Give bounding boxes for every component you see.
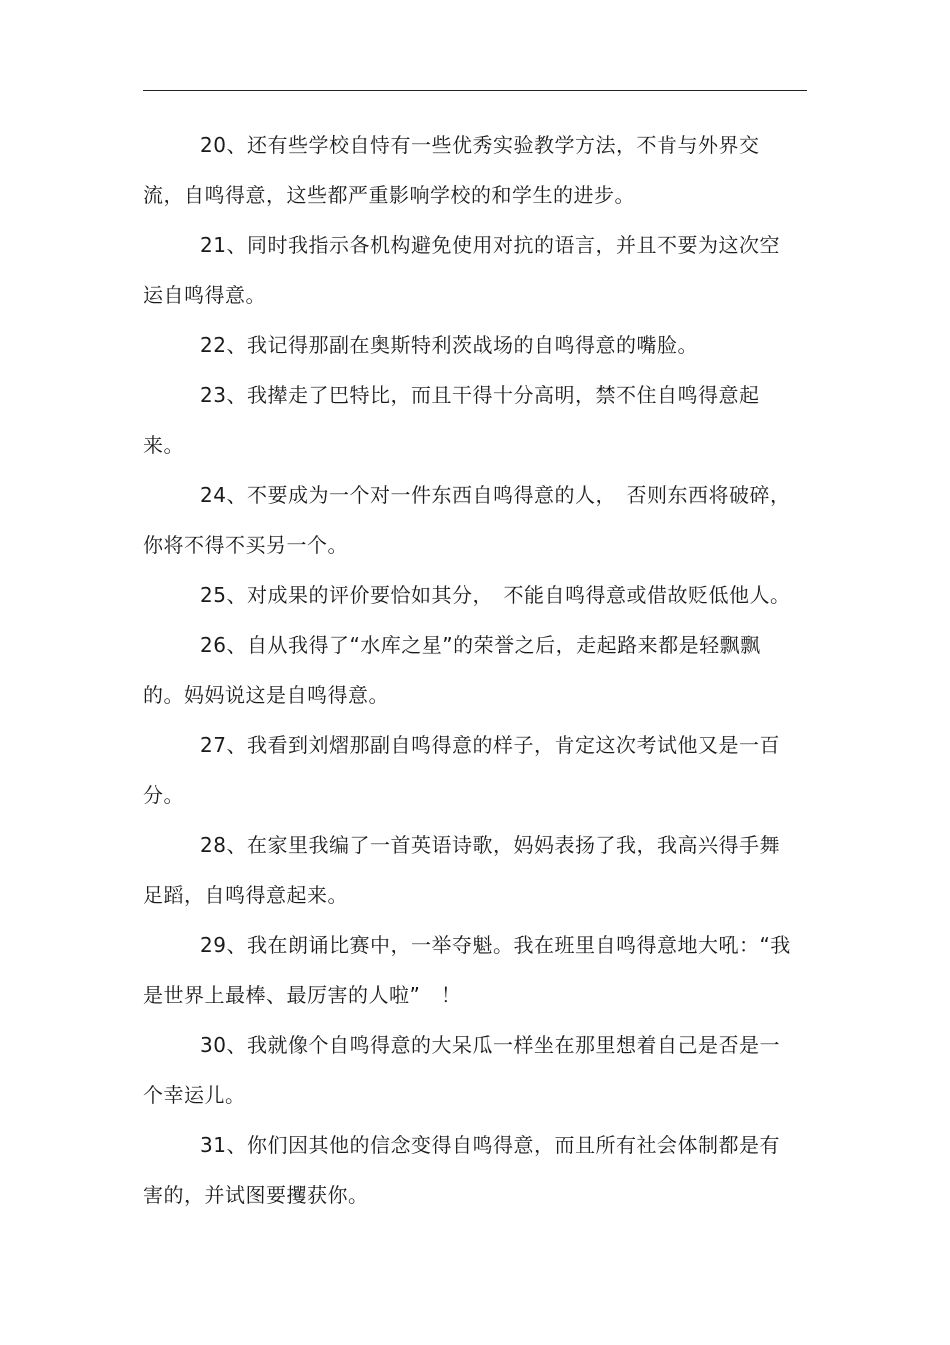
paragraph-29: 29、我在朗诵比赛中，一举夺魁。我在班里自鸣得意地大吼：“我是世界上最棒、最厉害的人啦” ！ [143,933,791,1007]
paragraph-28: 28、在家里我编了一首英语诗歌，妈妈表扬了我，我高兴得手舞足蹈，自鸣得意起来。 [143,833,780,907]
paragraph-30: 30、我就像个自鸣得意的大呆瓜一样坐在那里想着自己是否是一个幸运儿。 [143,1033,780,1107]
document-body [143,120,793,1220]
paragraph-27: 27、我看到刘熠那副自鸣得意的样子，肯定这次考试他又是一百分。 [143,733,780,807]
paragraph-22: 22、我记得那副在奥斯特利茨战场的自鸣得意的嘴脸。 [200,333,698,357]
paragraph-21: 21、同时我指示各机构避免使用对抗的语言，并且不要为这次空运自鸣得意。 [143,233,780,307]
paragraph-31: 31、你们因其他的信念变得自鸣得意，而且所有社会体制都是有害的，并试图要攫获你。 [143,1133,780,1207]
paragraph-20: 20、还有些学校自恃有一些优秀实验教学方法，不肯与外界交流，自鸣得意，这些都严重影响学校的和学生的进步。 [143,133,760,207]
paragraph-26: 26、自从我得了“水库之星”的荣誉之后，走起路来都是轻飘飘的。妈妈说这是自鸣得意。 [143,633,761,707]
paragraph-24: 24、不要成为一个对一件东西自鸣得意的人， 否则东西将破碎，你将不得不买另一个。 [143,483,791,557]
header-rule [143,90,807,91]
paragraph-25: 25、对成果的评价要恰如其分， 不能自鸣得意或借故贬低他人。 [200,583,791,607]
paragraph-23: 23、我撵走了巴特比，而且干得十分高明，禁不住自鸣得意起来。 [143,383,760,457]
